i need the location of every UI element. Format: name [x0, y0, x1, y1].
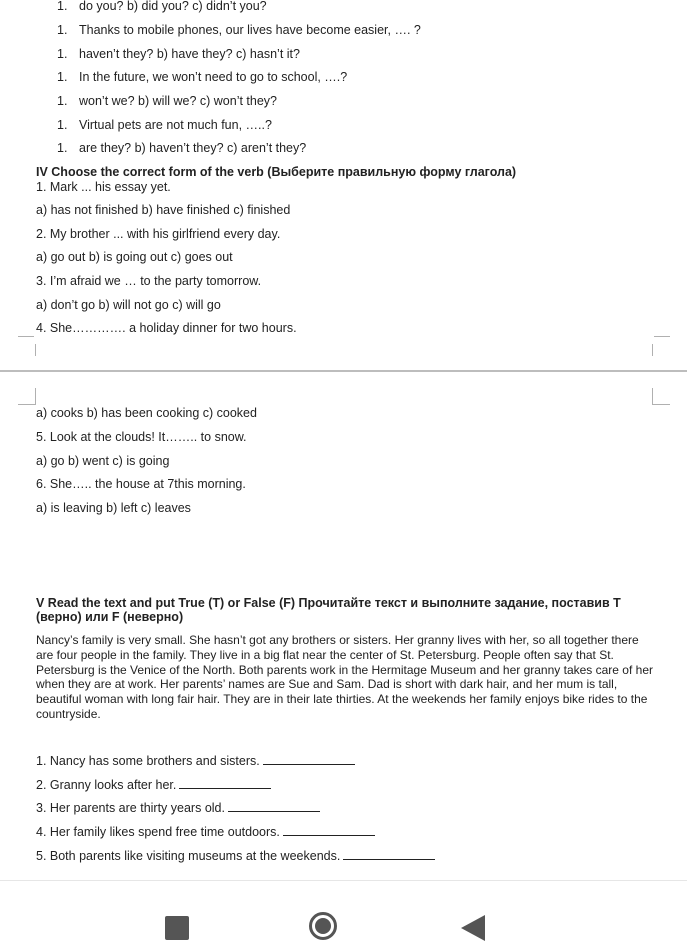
answer-options: a) go out b) is going out c) goes out	[36, 250, 233, 264]
statement-line: 4. Her family likes spend free time outdoors.	[36, 824, 375, 840]
answer-options: a) cooks b) has been cooking c) cooked	[36, 406, 257, 420]
document-page-2	[0, 372, 687, 880]
list-item: 1. Thanks to mobile phones, our lives have become easier, …. ?	[57, 23, 421, 37]
home-icon[interactable]	[309, 912, 337, 940]
statement-line: 1. Nancy has some brothers and sisters.	[36, 753, 355, 769]
section-5-heading: V Read the text and put True (T) or False (F) Прочитайте текст и выполните задание, поставив Т (верно) или F (неверно)	[36, 596, 621, 624]
answer-blank	[179, 778, 271, 789]
answer-options: a) go b) went c) is going	[36, 454, 170, 468]
crop-mark	[35, 388, 36, 405]
stop-icon[interactable]	[165, 916, 189, 940]
crop-mark	[18, 404, 35, 405]
answer-blank	[283, 825, 375, 836]
crop-mark	[654, 336, 670, 337]
answer-options: a) don’t go b) will not go c) will go	[36, 298, 221, 312]
question-line: 1. Mark ... his essay yet.	[36, 180, 171, 194]
answer-blank	[263, 754, 355, 765]
question-line: 3. I’m afraid we … to the party tomorrow.	[36, 274, 262, 288]
answer-blank	[228, 801, 320, 812]
section-4-heading: IV Choose the correct form of the verb (Выберите правильную форму глагола)	[36, 165, 517, 179]
list-item: 1. In the future, we won’t need to go to school, ….?	[57, 70, 348, 84]
list-item: 1. are they? b) haven’t they? c) aren’t they?	[57, 141, 307, 155]
list-item: 1. do you? b) did you? c) didn’t you?	[57, 0, 267, 13]
statement-line: 3. Her parents are thirty years old.	[36, 800, 320, 816]
question-line: 6. She….. the house at 7this morning.	[36, 477, 246, 491]
back-icon[interactable]	[461, 915, 485, 941]
answer-options: a) is leaving b) left c) leaves	[36, 501, 191, 515]
crop-mark	[35, 344, 36, 356]
statement-line: 5. Both parents like visiting museums at the weekends.	[36, 848, 435, 864]
list-item: 1. Virtual pets are not much fun, …..?	[57, 118, 272, 132]
crop-mark	[652, 388, 653, 405]
reading-text: Nancy’s family is very small. She hasn’t got any brothers or sisters. Her granny lives with her, so all together there are four people in the family. They live in a big flat near the center of St. Petersburg. People often say that St. Petersburg is the Venice of the North. Both parents work in the Hermitage Museum and her granny takes care of her when they are at work. Her parents’ names are Sue and Sam. Dad is short with dark hair, and her mum is tall, beautiful woman with long fair hair. They are in their late thirties. At the weekends her family enjoys bike rides to the countryside.	[36, 633, 653, 721]
crop-mark	[652, 344, 653, 356]
list-item: 1. won’t we? b) will we? c) won’t they?	[57, 94, 277, 108]
answer-blank	[343, 849, 435, 860]
statement-line: 2. Granny looks after her.	[36, 777, 271, 793]
question-line: 2. My brother ... with his girlfriend every day.	[36, 227, 281, 241]
crop-mark	[652, 404, 670, 405]
list-item: 1. haven’t they? b) have they? c) hasn’t it?	[57, 47, 300, 61]
question-line: 4. She…………. a holiday dinner for two hours.	[36, 321, 297, 335]
answer-options: a) has not finished b) have finished c) finished	[36, 203, 291, 217]
document-page-1	[0, 0, 687, 370]
android-nav-bar	[0, 880, 687, 948]
crop-mark	[18, 336, 34, 337]
question-line: 5. Look at the clouds! It…….. to snow.	[36, 430, 247, 444]
